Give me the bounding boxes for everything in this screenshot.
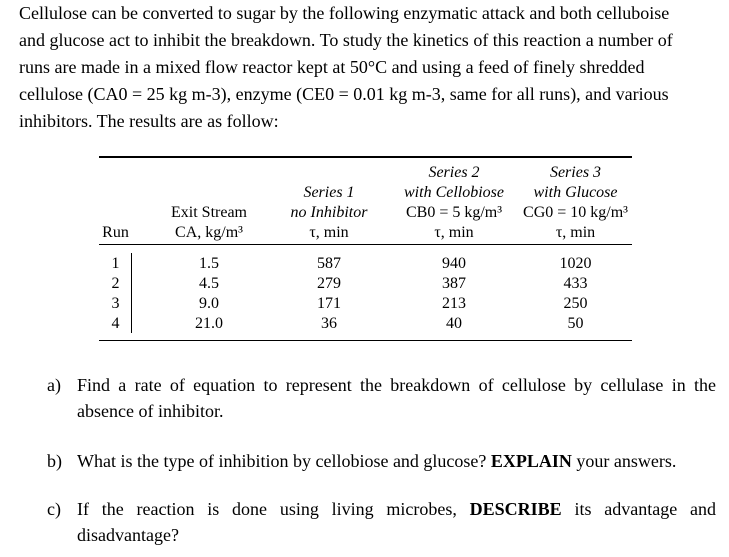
header-exit-stream: Exit Stream bbox=[171, 204, 247, 221]
table-cell-run: 2 bbox=[111, 275, 120, 292]
question-a-label: a) bbox=[47, 375, 61, 395]
table-cell-s1: 171 bbox=[317, 295, 341, 312]
table-cell-s3: 50 bbox=[567, 315, 584, 332]
table-header-rule bbox=[99, 244, 632, 245]
table-cell-ca: 9.0 bbox=[199, 295, 219, 312]
table-cell-s3: 1020 bbox=[559, 255, 592, 272]
table-cell-s2: 213 bbox=[442, 295, 466, 312]
header-series1-title: Series 1 bbox=[303, 184, 355, 201]
header-series1-desc: no Inhibitor bbox=[290, 204, 368, 221]
table-cell-s3: 433 bbox=[563, 275, 588, 292]
question-c-label: c) bbox=[47, 499, 61, 519]
table-cell-ca: 1.5 bbox=[199, 255, 219, 272]
table-cell-s3: 250 bbox=[563, 295, 588, 312]
question-a-text: Find a rate of equation to represent the breakdown of cellulose by cellulase in the absence of inhibitor. bbox=[77, 375, 716, 421]
table-bottom-rule bbox=[99, 340, 632, 341]
header-run: Run bbox=[102, 224, 129, 241]
table-cell-s1: 36 bbox=[321, 315, 337, 332]
table-top-rule bbox=[99, 156, 632, 158]
header-series1-unit: τ, min bbox=[309, 224, 349, 241]
table-cell-s2: 40 bbox=[446, 315, 462, 332]
table-cell-run: 4 bbox=[111, 315, 120, 332]
header-series3-desc: with Glucose bbox=[533, 184, 618, 201]
header-exit-unit: CA, kg/m³ bbox=[175, 224, 243, 241]
intro-line-5: inhibitors. The results are as follow: bbox=[19, 111, 279, 131]
question-c bbox=[47, 496, 716, 548]
question-c-text: If the reaction is done using living microbes, DESCRIBE its advantage and disadvantage? bbox=[77, 499, 716, 545]
table-cell-s2: 940 bbox=[442, 255, 466, 272]
intro-line-3: runs are made in a mixed flow reactor kept at 50°C and using a feed of finely shredded bbox=[19, 57, 645, 77]
header-series2-desc: with Cellobiose bbox=[404, 184, 504, 201]
header-series3-unit: τ, min bbox=[555, 224, 596, 241]
table-cell-s1: 279 bbox=[317, 275, 341, 292]
question-a bbox=[47, 372, 716, 424]
question-b-label: b) bbox=[47, 451, 62, 471]
table-cell-ca: 21.0 bbox=[195, 315, 223, 332]
question-b-text: What is the type of inhibition by cellobiose and glucose? EXPLAIN your answers. bbox=[77, 451, 677, 471]
intro-line-1: Cellulose can be converted to sugar by the following enzymatic attack and both celluboise bbox=[19, 3, 670, 23]
header-series2-title: Series 2 bbox=[428, 164, 480, 181]
table-cell-s1: 587 bbox=[317, 255, 341, 272]
intro-line-2: and glucose act to inhibit the breakdown. To study the kinetics of this reaction a number of bbox=[19, 30, 673, 50]
table-cell-s2: 387 bbox=[442, 275, 466, 292]
header-series3-conc: CG0 = 10 kg/m³ bbox=[523, 204, 628, 221]
header-series2-unit: τ, min bbox=[434, 224, 474, 241]
question-b bbox=[47, 448, 716, 474]
header-series2-conc: CB0 = 5 kg/m³ bbox=[405, 204, 503, 221]
intro-paragraph bbox=[19, 0, 715, 135]
header-series3-title: Series 3 bbox=[549, 164, 602, 181]
table-cell-run: 3 bbox=[111, 295, 120, 312]
intro-line-4: cellulose (CA0 = 25 kg m-3), enzyme (CE0 = 0.01 kg m-3, same for all runs), and various bbox=[19, 84, 669, 104]
table-cell-run: 1 bbox=[111, 255, 120, 272]
table-cell-ca: 4.5 bbox=[199, 275, 219, 292]
